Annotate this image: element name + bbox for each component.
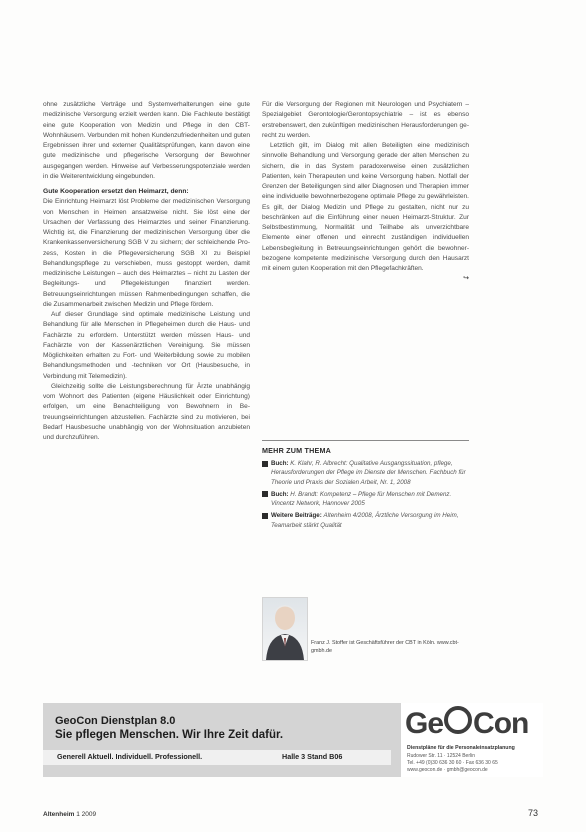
- ad-title: GeoCon Dienstplan 8.0: [55, 715, 176, 727]
- reference-text: K. Klahr, R. Albrecht: Qualitative Ausgangssituation, pflege, Herausforderungen der Pflege im Dienste der Menschen. Fachbuch für Theorie und Praxis der Sozialen Arbeit, Nr. 1, 2008: [271, 460, 466, 486]
- reference-item: [262, 511, 469, 530]
- paragraph: Auf dieser Grundlage sind optimale medizinische Leistung und Behandlung für alle Menschen in Pflegeheimen durch die Haus- und Fachärzte zu erfordern. Unterstützt werden müssen Haus- und Fachärzte von der Kassenärztlichen Vereinigung. Sie müssen Möglichkeiten erhalten zu Fort- und Weiterbildung sowie zu mobilen Behandlungsmethoden und -techniken vor Ort (Hausbesuche, in Verbindung mit Telemedizin).: [43, 311, 250, 380]
- paragraph: Gleichzeitig sollte die Leistungsberechnung für Ärzte unabhängig vom Wohnort des Patienten (eigene Häuslichkeit oder Einrichtung) erfolgen, um eine Benachteiligung von Bewohnern in Betreuungseinrichtungen abzustellen. Fachärzte sind zu motivieren, bei Bedarf Hausbesuche unabhängig von der Wohnsituation anzubieten und durchzuführen.: [43, 382, 250, 441]
- section-heading: Gute Kooperation ersetzt den Heimarzt, denn:: [43, 188, 189, 195]
- ad-claim-bar: [43, 750, 391, 765]
- paragraph: Für die Versorgung der Regionen mit Neurologen und Psychiatern – Spezialgebiet Gerontologie/Gerontopsychiatrie – ist es ebenso erstrebenswert, den zukünftigen medizinischen Herausforderungen gerecht zu werden.: [262, 101, 469, 139]
- ad-booth: Halle 3 Stand B06: [282, 752, 343, 761]
- ad-claim: Generell Aktuell. Individuell. Professionell.: [57, 752, 203, 761]
- reference-text: H. Brandt: Kompetenz – Pflege für Menschen mit Demenz. Vincentz Network, Hannover 2005: [271, 490, 452, 508]
- issue: 1 2009: [76, 811, 97, 818]
- portrait-icon: [263, 598, 307, 660]
- left-text-column: [43, 100, 250, 443]
- geocon-advertisement[interactable]: [43, 703, 543, 777]
- ad-slogan: Sie pflegen Menschen. Wir Ihre Zeit dafür.: [55, 729, 284, 741]
- reference-label: Buch:: [271, 490, 289, 498]
- reference-text: Altenheim 4/2008, Ärztliche Versorgung im Heim, Teamarbeit stärkt Qualität: [271, 512, 459, 529]
- logo-circle-icon: [444, 706, 472, 734]
- magazine-name: Altenheim: [43, 811, 75, 818]
- ad-tagline: Dienstpläne für die Personaleinsatzplanung: [407, 745, 515, 751]
- logo-text: Ge: [405, 707, 444, 740]
- geocon-logo: [405, 702, 528, 746]
- ad-logo-panel: [401, 703, 543, 777]
- footer-magazine: [43, 811, 96, 818]
- page-number: 73: [528, 808, 539, 818]
- reference-label: Buch:: [271, 460, 289, 467]
- article-end-icon: ↪: [463, 275, 469, 283]
- reference-item: [262, 490, 469, 509]
- author-box: [262, 597, 469, 663]
- more-on-topic-heading: MEHR ZUM THEMA: [262, 446, 332, 455]
- author-photo: [262, 597, 308, 661]
- paragraph: Letztlich gilt, im Dialog mit allen Beteiligten eine medizinisch sinnvolle Behandlung und Versorgung gerade der alten Menschen zu sichern, die in das System paradoxerweise einen zusätzlichen Patienten, kein Therapeuten und keine Versorgung haben. Notfall der Grenzen der Beteiligungen sind aller Diagnosen und Therapien immer eine individuelle bewohnerbezogene optimale Pflege zu gewährleisten. Es gilt, der Dialog Medizin und Pflege zu gestalten, nicht nur zu beschränken auf die Einführung einer neuen Heimarzt-Struktur. Zur Selbstbestimmung, Normalität und Teilhabe als unverzichtbare Elemente einer offenen und einrecht zuständigen individuellen Lebensbegleitung in Betreuungseinrichtungen gehört die bewohnerbezogene kompetente medizinische Versorgung durch den Hausarzt mit einem guten Kooperation mit den Pflegefachkräften.: [262, 142, 469, 272]
- bullet-square-icon: [262, 461, 268, 467]
- ad-address: Rudower Str. 11 · 12524 Berlin: [407, 753, 476, 759]
- ad-web[interactable]: www.geocon.de · gmbh@geocon.de: [407, 767, 488, 773]
- reference-label: Weitere Beiträge:: [271, 512, 322, 520]
- reference-item: [262, 459, 469, 487]
- paragraph: ohne zusätzliche Verträge und Systemverhalterungen eine gute medizinische Versorgung erzielt werden kann. Die Fachleute bestätigt eine gute Kooperation von Medizin und Pflege in den CBT-Wohnhäusern. Verbunden mit hohen Kundenzufriedenheiten und guten Ergebnissen ihrer und externer Qualitätsprüfungen, kann davon eine gute medizinische und pflegerische Versorgung der Bewohner ausgegangen werden. Hinweise auf Verbesserungspotenziale werden in die Weiterentwicklung eingebunden.: [43, 101, 250, 180]
- right-text-column: [262, 100, 469, 285]
- more-on-topic-box: [262, 440, 469, 533]
- bullet-square-icon: [262, 491, 268, 497]
- logo-text: Con: [473, 707, 529, 740]
- author-caption: Franz J. Stoffer ist Geschäftsführer der CBT in Köln. www.cbt-gmbh.de: [311, 640, 459, 654]
- ad-contact: Tel. +49 (0)30 636 30 60 · Fax 636 30 65: [407, 760, 498, 766]
- paragraph: Die Einrichtung Heimarzt löst Probleme der medizinischen Versorgung von Menschen in Heimen ansatzweise nicht. Sie löst eine der Ursachen der Verfassung des Heimarztes und seiner Finanzierung. Wichtig ist, die Finanzierung der medizinischen Versorgung über die Krankenkassenversicherung SGB V zu sichern; der schleichende Prozess, Kosten in die Pflegeversicherung SGB XI zu Beispiel Behandlungspflege zu verschieben, muss gestoppt werden, damit medizinische Leistungen – auch des Heimarztes – nicht zu Lasten der Begleitungs- und Pflegeleistungen finanziert werden. Betreuungseinrichtungen müssen Rahmenbedingungen schaffen, die die Zusammenarbeit zwischen Medizin und Pflege fördern.: [43, 198, 250, 308]
- bullet-square-icon: [262, 513, 268, 519]
